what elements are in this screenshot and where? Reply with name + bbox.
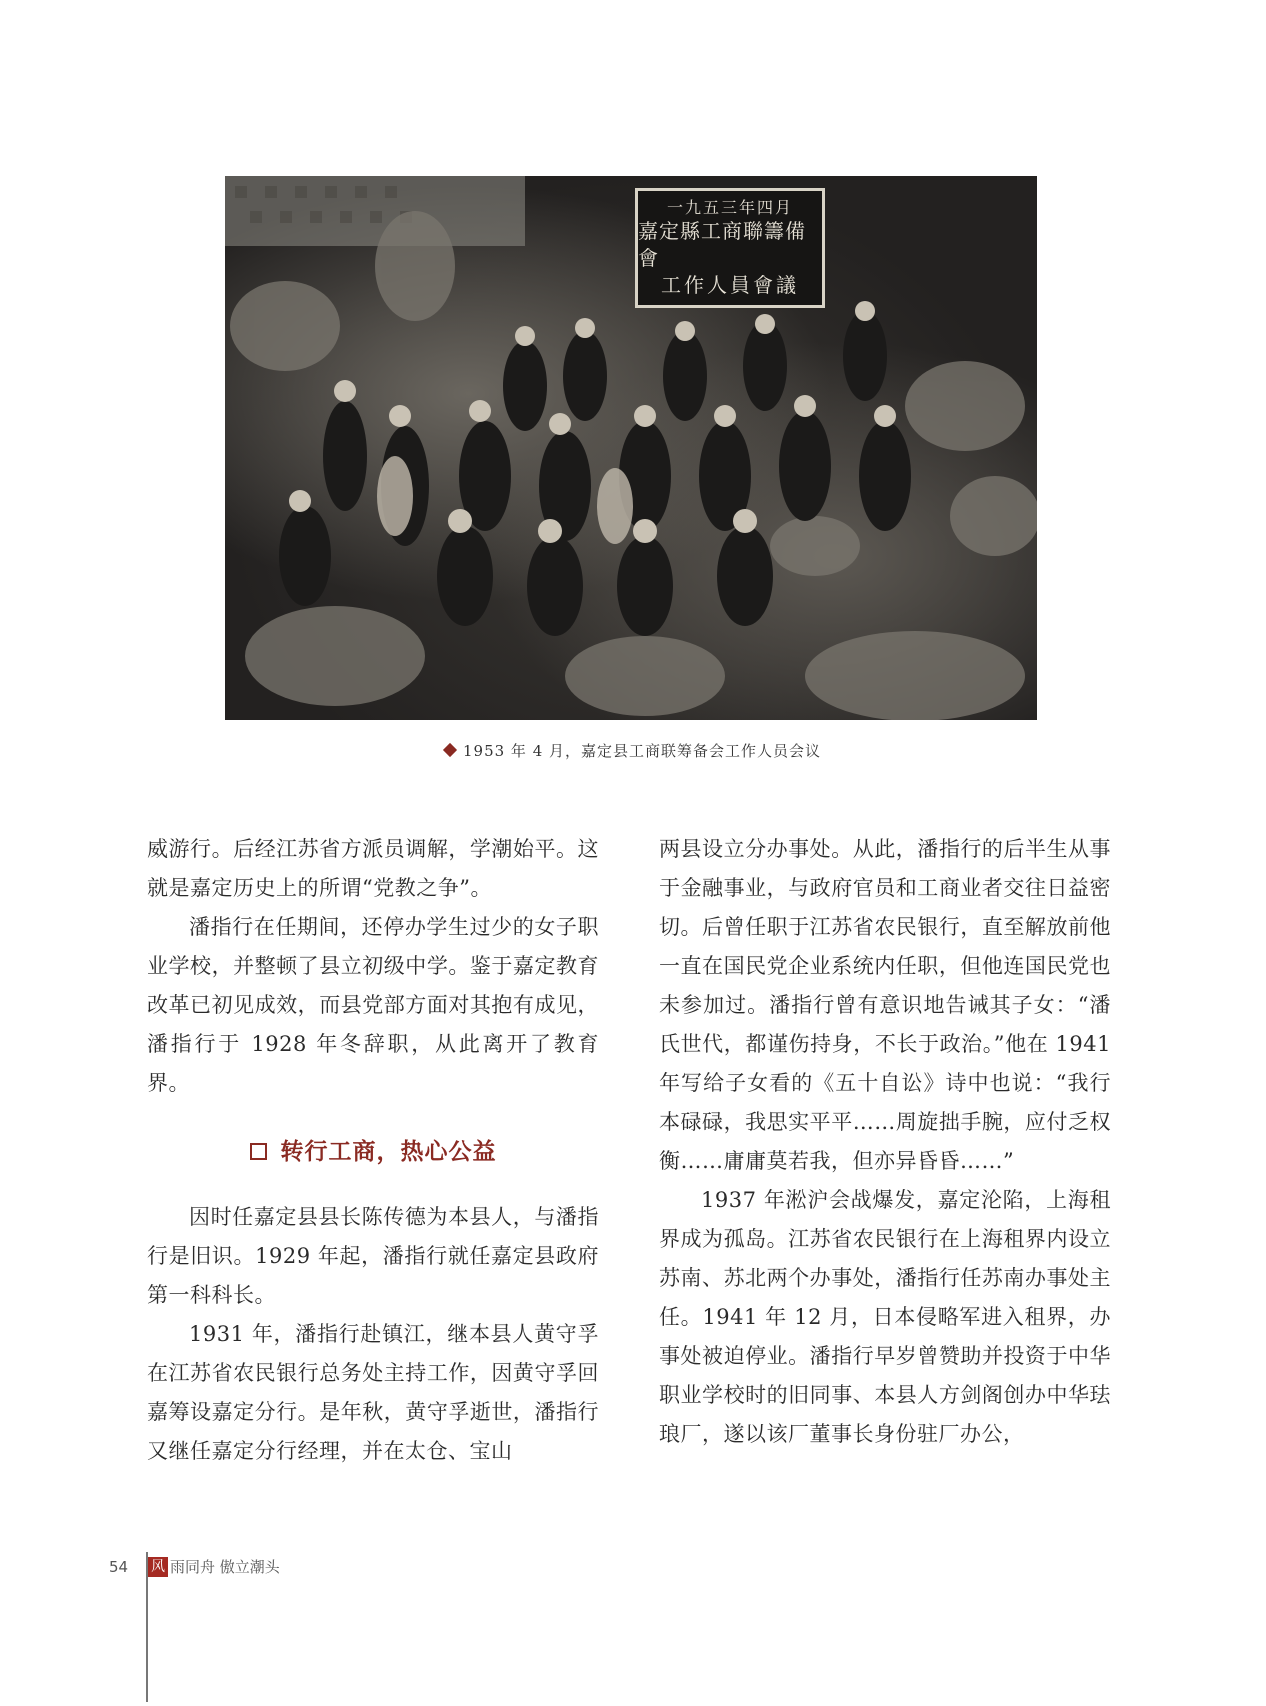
paragraph: 潘指行在任期间，还停办学生过少的女子职业学校，并整顿了县立初级中学。鉴于嘉定教育改革已初见成效，而县党部方面对其抱有成见，潘指行于 1928 年冬辞职，从此离开了教育界。 <box>147 915 599 1095</box>
right-column <box>659 830 1111 1454</box>
page-footer <box>109 1556 280 1577</box>
banner-sign <box>635 188 825 308</box>
sign-line-3: 工作人員會議 <box>661 273 799 298</box>
paragraph: 两县设立分办事处。从此，潘指行的后半生从事于金融事业，与政府官员和工商业者交往日益密切。后曾任职于江苏省农民银行，直至解放前他一直在国民党企业系统内任职，但他连国民党也未参加过。潘指行曾有意识地告诫其子女：“潘氏世代，都谨伤持身，不长于政治。”他在 1941 年写给子女看的《五十自讼》诗中也说：“我行本碌碌，我思实平平……周旋拙手腕，应付乏权衡……庸庸莫若我，但亦异昏昏……” <box>659 837 1111 1173</box>
photo-scene <box>225 176 1037 720</box>
paragraph: 因时任嘉定县县长陈传德为本县人，与潘指行是旧识。1929 年起，潘指行就任嘉定县政府第一科科长。 <box>147 1205 599 1307</box>
section-heading-text: 转行工商，热心公益 <box>280 1139 497 1165</box>
left-column <box>147 830 599 1471</box>
paragraph: 1937 年淞沪会战爆发，嘉定沦陷，上海租界成为孤岛。江苏省农民银行在上海租界内设立苏南、苏北两个办事处，潘指行任苏南办事处主任。1941 年 12 月，日本侵略军进入租界，办事处被迫停业。潘指行早岁曾赞助并投资于中华职业学校时的旧同事、本县人方剑阁创办中华珐琅厂，遂以该厂董事长身份驻厂办公， <box>659 1188 1111 1446</box>
series-badge: 风 <box>148 1557 168 1577</box>
sign-line-2: 嘉定縣工商聯籌備會 <box>638 219 806 271</box>
square-icon <box>250 1143 267 1160</box>
paragraph: 1931 年，潘指行赴镇江，继本县人黄守孚在江苏省农民银行总务处主持工作，因黄守孚回嘉筹设嘉定分行。是年秋，黄守孚逝世，潘指行又继任嘉定分行经理，并在太仓、宝山 <box>147 1322 599 1463</box>
group-photo <box>225 176 1037 720</box>
paragraph: 威游行。后经江苏省方派员调解，学潮始平。这就是嘉定历史上的所谓“党教之争”。 <box>147 837 599 900</box>
diamond-icon <box>443 743 457 757</box>
photo-caption <box>0 740 1266 761</box>
caption-text: 1953 年 4 月，嘉定县工商联筹备会工作人员会议 <box>462 742 822 760</box>
series-title: 雨同舟 傲立潮头 <box>170 1558 280 1576</box>
section-heading <box>147 1133 599 1172</box>
sign-line-1: 一九五三年四月 <box>666 197 793 217</box>
page-number: 54 <box>109 1557 129 1576</box>
